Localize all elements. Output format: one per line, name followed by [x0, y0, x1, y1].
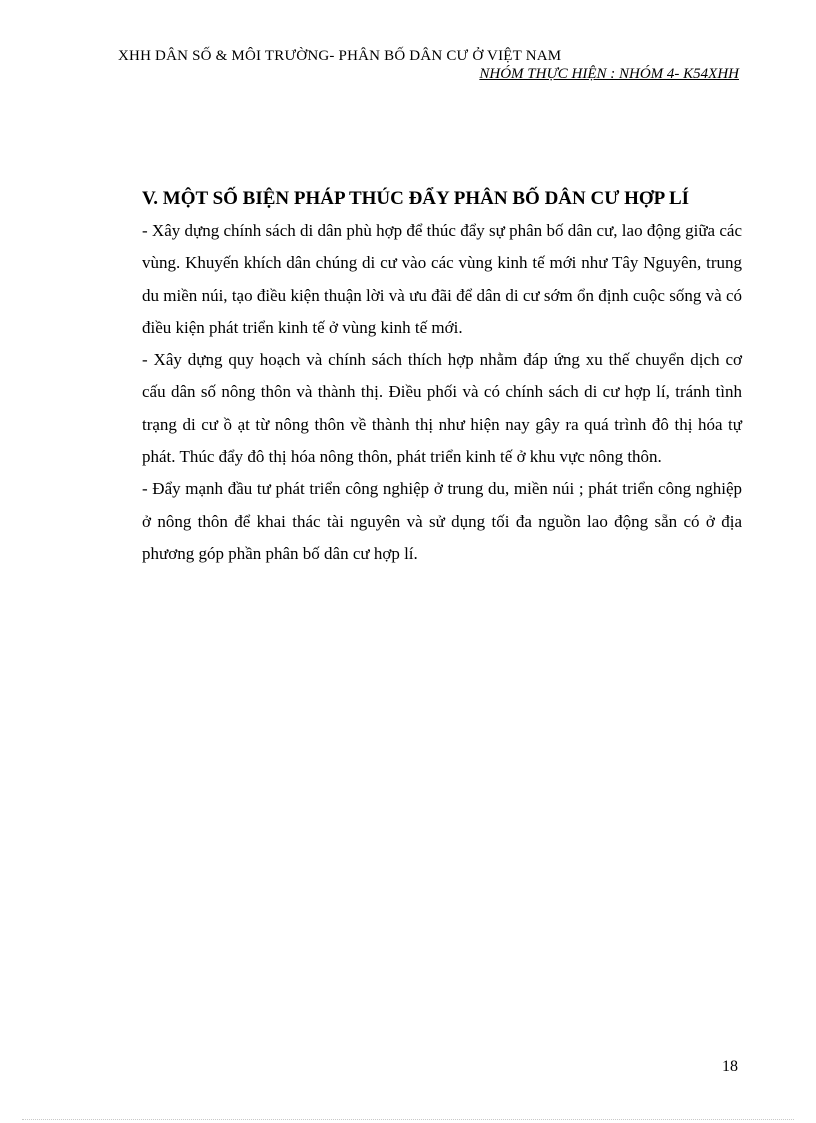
page-bottom-divider	[22, 1119, 794, 1120]
section-heading: V. MỘT SỐ BIỆN PHÁP THÚC ĐẨY PHÂN BỐ DÂN CƯ HỢP LÍ	[142, 188, 690, 209]
document-header-title: XHH DÂN SỐ & MÔI TRƯỜNG- PHÂN BỐ DÂN CƯ Ở VIỆT NAM	[118, 48, 562, 64]
paragraph-1: - Xây dựng chính sách di dân phù hợp để thúc đẩy sự phân bố dân cư, lao động giữa các vùng. Khuyến khích dân chúng di cư vào các vùng kinh tế mới như Tây Nguyên, trung du miền núi, tạo điều kiện thuận lời và ưu đãi để dân di cư sớm ổn định cuộc sống và có điều kiện phát triển kinh tế ở vùng kinh tế mới.	[142, 221, 742, 337]
document-body	[142, 183, 742, 570]
paragraph-2: - Xây dựng quy hoạch và chính sách thích hợp nhằm đáp ứng xu thế chuyển dịch cơ cấu dân số nông thôn và thành thị. Điều phối và có chính sách di cư hợp lí, tránh tình trạng di cư ồ ạt từ nông thôn về thành thị như hiện nay gây ra quá trình đô thị hóa tự phát. Thúc đẩy đô thị hóa nông thôn, phát triển kinh tế ở khu vực nông thôn.	[142, 350, 742, 467]
document-header-group: NHÓM THỰC HIỆN : NHÓM 4- K54XHH	[479, 66, 739, 82]
paragraph-3: - Đẩy mạnh đầu tư phát triển công nghiệp ở trung du, miền núi ; phát triển công nghiệp ở nông thôn để khai thác tài nguyên và sử dụng tối đa nguồn lao động sẵn có ở địa phương góp phần phân bố dân cư hợp lí.	[142, 479, 742, 563]
page-number: 18	[722, 1058, 738, 1075]
